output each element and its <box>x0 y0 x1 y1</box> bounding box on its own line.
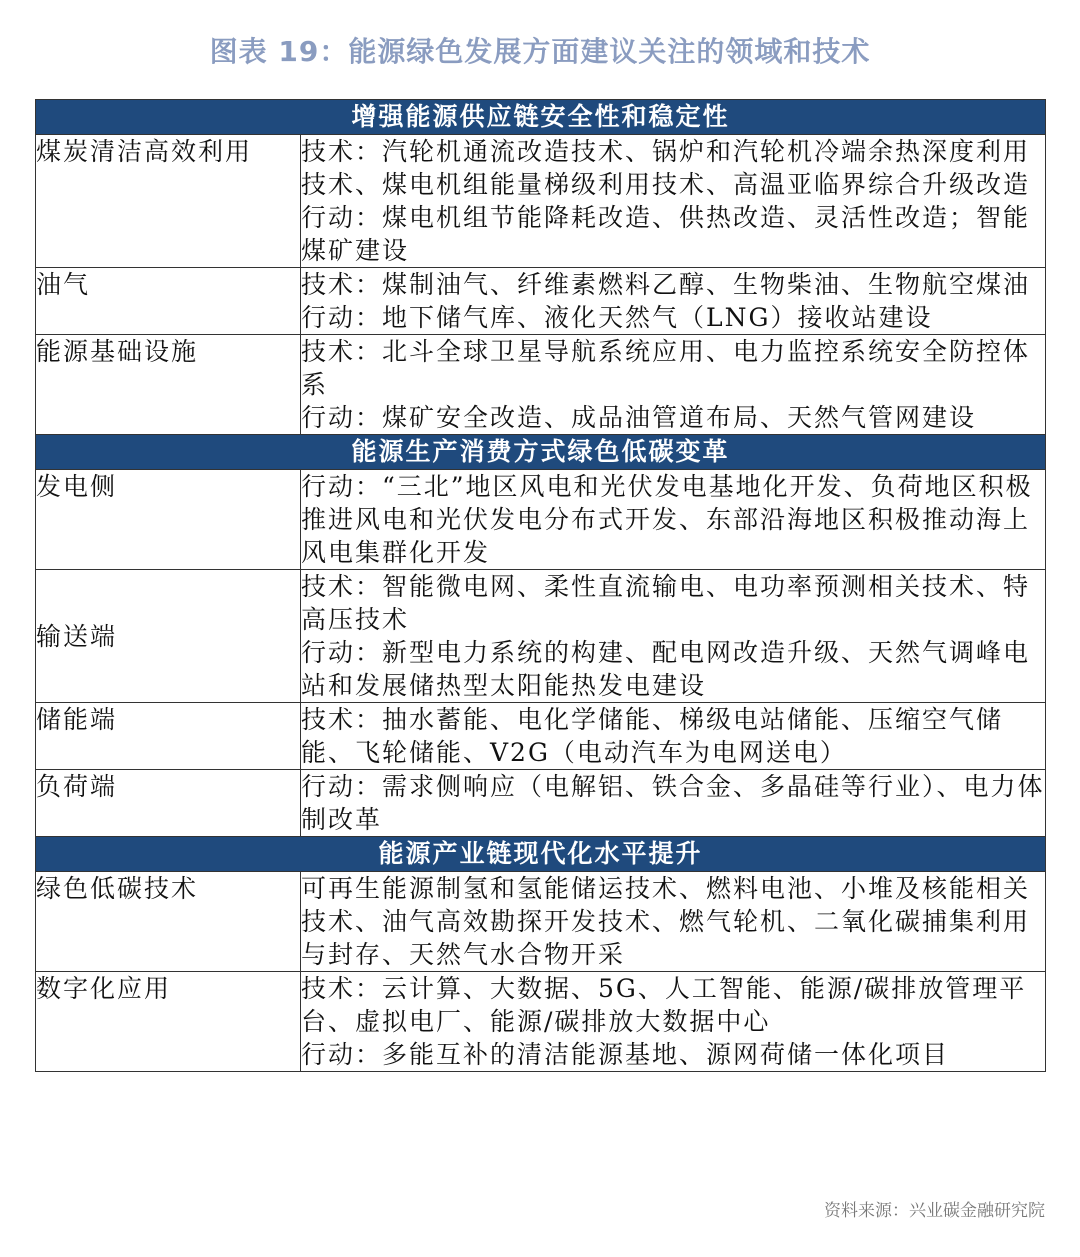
row-label: 负荷端 <box>36 770 301 837</box>
table-row <box>36 335 1046 435</box>
section-header-row <box>36 837 1046 872</box>
row-content: 技术：抽水蓄能、电化学储能、梯级电站储能、压缩空气储能、飞轮储能、V2G（电动汽车为电网送电） <box>301 703 1046 770</box>
table-row <box>36 770 1046 837</box>
table-row <box>36 470 1046 570</box>
section-header-row <box>36 100 1046 135</box>
section-header-row <box>36 435 1046 470</box>
row-content: 技术：智能微电网、柔性直流输电、电功率预测相关技术、特高压技术 行动：新型电力系统的构建、配电网改造升级、天然气调峰电站和发展储热型太阳能热发电建设 <box>301 570 1046 703</box>
row-label: 储能端 <box>36 703 301 770</box>
table-row <box>36 972 1046 1072</box>
row-content: 技术：北斗全球卫星导航系统应用、电力监控系统安全防控体系 行动：煤矿安全改造、成品油管道布局、天然气管网建设 <box>301 335 1046 435</box>
table-row <box>36 268 1046 335</box>
row-label: 输送端 <box>36 570 301 703</box>
row-label: 数字化应用 <box>36 972 301 1072</box>
figure-title: 图表 19：能源绿色发展方面建议关注的领域和技术 <box>209 35 871 68</box>
row-label: 绿色低碳技术 <box>36 872 301 972</box>
row-content: 行动：“三北”地区风电和光伏发电基地化开发、负荷地区积极推进风电和光伏发电分布式开发、东部沿海地区积极推动海上风电集群化开发 <box>301 470 1046 570</box>
source-note: 资料来源：兴业碳金融研究院 <box>824 1201 1045 1221</box>
section-header: 增强能源供应链安全性和稳定性 <box>36 100 1046 135</box>
table-row <box>36 872 1046 972</box>
row-label: 能源基础设施 <box>36 335 301 435</box>
row-label: 发电侧 <box>36 470 301 570</box>
section-header: 能源产业链现代化水平提升 <box>36 837 1046 872</box>
table-row <box>36 703 1046 770</box>
row-content: 技术：汽轮机通流改造技术、锅炉和汽轮机冷端余热深度利用技术、煤电机组能量梯级利用技术、高温亚临界综合升级改造 行动：煤电机组节能降耗改造、供热改造、灵活性改造；智能煤矿建设 <box>301 135 1046 268</box>
row-content: 技术：云计算、大数据、5G、人工智能、能源/碳排放管理平台、虚拟电厂、能源/碳排放大数据中心 行动：多能互补的清洁能源基地、源网荷储一体化项目 <box>301 972 1046 1072</box>
row-content: 行动：需求侧响应（电解铝、铁合金、多晶硅等行业）、电力体制改革 <box>301 770 1046 837</box>
recommendation-table <box>35 99 1046 1072</box>
row-content: 可再生能源制氢和氢能储运技术、燃料电池、小堆及核能相关技术、油气高效勘探开发技术、燃气轮机、二氧化碳捕集利用与封存、天然气水合物开采 <box>301 872 1046 972</box>
section-header: 能源生产消费方式绿色低碳变革 <box>36 435 1046 470</box>
row-label: 煤炭清洁高效利用 <box>36 135 301 268</box>
table-row <box>36 570 1046 703</box>
row-content: 技术：煤制油气、纤维素燃料乙醇、生物柴油、生物航空煤油 行动：地下储气库、液化天然气（LNG）接收站建设 <box>301 268 1046 335</box>
row-label: 油气 <box>36 268 301 335</box>
table-row <box>36 135 1046 268</box>
